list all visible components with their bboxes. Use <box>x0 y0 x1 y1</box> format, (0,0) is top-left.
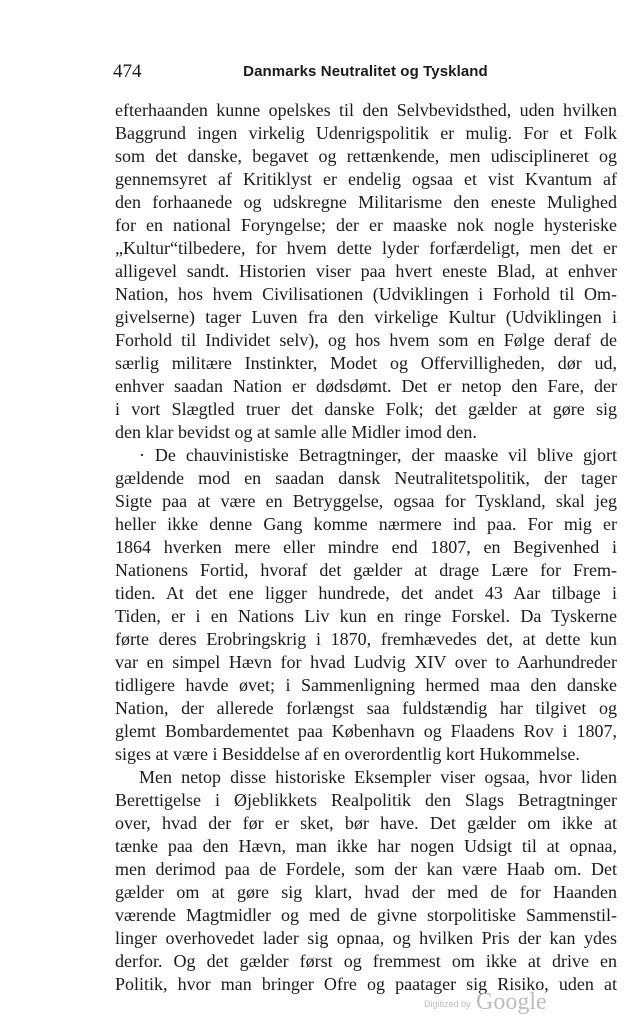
text-line: Sigte paa at være en Betryggelse, ogsaa for Tyskland, skal jeg <box>115 491 617 511</box>
page-header <box>113 60 618 84</box>
text-line: glemt Bombardementet paa København og Flaadens Rov i 1807, <box>115 721 617 741</box>
text-line: givelserne) tager Luven fra den virkelige Kultur (Udviklingen i <box>115 307 617 327</box>
text-line: gældende mod en saadan dansk Neutralitetspolitik, der tager <box>115 468 617 488</box>
text-line: Politik, hvor man bringer Ofre og paatager sig Risiko, uden at <box>115 974 617 994</box>
text-line: gælder om at gøre sig klart, hvad der med de for Haanden <box>115 882 617 902</box>
text-line: værende Magtmidler og med de givne storpolitiske Sammenstil- <box>115 905 617 925</box>
text-line: alligevel sandt. Historien viser paa hvert eneste Blad, at enhver <box>115 261 617 281</box>
running-title: Danmarks Neutralitet og Tyskland <box>243 63 488 80</box>
text-line: tidligere havde øvet; i Sammenligning hermed maa den danske <box>115 675 617 695</box>
text-line: linger overhovedet lader sig opnaa, og hvilken Pris der kan ydes <box>115 928 617 948</box>
text-line: for en national Foryngelse; der er maaske nok nogle hysteriske <box>115 215 617 235</box>
text-line: som det danske, begavet og rettænkende, men udisciplineret og <box>115 146 617 166</box>
text-line: heller ikke denne Gang komme nærmere ind paa. For mig er <box>115 514 617 534</box>
text-line: gennemsyret af Kritiklyst er endelig ogsaa et vist Kvantum af <box>115 169 617 189</box>
text-line: den forhaanede og udskregne Militarisme den eneste Mulighed <box>115 192 617 212</box>
text-line: Men netop disse historiske Eksempler viser ogsaa, hvor liden <box>139 767 617 787</box>
text-line: Forhold til Individet selv), og hos hvem som en Følge deraf de <box>115 330 617 350</box>
text-line: den klar bevidst og at samle alle Midler imod den. <box>115 422 477 442</box>
text-line: Tiden, er i en Nations Liv kun en ringe Forskel. Da Tyskerne <box>115 606 617 626</box>
body-text <box>115 99 617 996</box>
text-line: særlig militære Instinkter, Modet og Offervilligheden, dør ud, <box>115 353 617 373</box>
page-number: 474 <box>113 61 142 82</box>
text-line: siges at være i Besiddelse af en overordentlig kort Hukommelse. <box>115 744 580 764</box>
text-line: i vort Slægtled truer det danske Folk; det gælder at gøre sig <box>115 399 617 419</box>
text-line: førte deres Erobringskrig i 1870, fremhævedes det, at dette kun <box>115 629 617 649</box>
watermark-prefix: Digitized by <box>424 999 471 1009</box>
text-line: Berettigelse i Øjeblikkets Realpolitik den Slags Betragtninger <box>115 790 617 810</box>
text-line: derfor. Og det gælder først og fremmest om ikke at drive en <box>115 951 617 971</box>
text-line: Nation, hos hvem Civilisationen (Udviklingen i Forhold til Om- <box>115 284 617 304</box>
text-line: efterhaanden kunne opelskes til den Selvbevidsthed, uden hvilken <box>115 100 617 120</box>
text-line: over, hvad der før er sket, bør have. Det gælder om ikke at <box>115 813 617 833</box>
text-line: tiden. At det ene ligger hundrede, det andet 43 Aar tilbage i <box>115 583 617 603</box>
paragraph-2 <box>115 444 617 766</box>
paragraph-3 <box>115 766 617 996</box>
text-line: Nation, der allerede forlængst saa fuldstændig har tilgivet og <box>115 698 617 718</box>
text-line: Nationens Fortid, hvoraf det gælder at drage Lære for Frem- <box>115 560 617 580</box>
text-line: 1864 hverken mere eller mindre end 1807, en Begivenhed i <box>115 537 617 557</box>
text-line: var en simpel Hævn for hvad Ludvig XIV over to Aarhundreder <box>115 652 617 672</box>
watermark-brand: Google <box>476 989 547 1015</box>
paragraph-1 <box>115 99 617 444</box>
text-line: enhver saadan Nation er dødsdømt. Det er netop den Fare, der <box>115 376 617 396</box>
text-line: tænke paa den Hævn, man ikke har nogen Udsigt til at opnaa, <box>115 836 617 856</box>
digitized-watermark <box>424 988 564 1018</box>
text-line: · De chauvinistiske Betragtninger, der maaske vil blive gjort <box>139 445 617 465</box>
text-line: „Kultur“tilbedere, for hvem dette lyder forfærdeligt, men det er <box>115 238 617 258</box>
text-line: men derimod paa de Fordele, som der kan være Haab om. Det <box>115 859 617 879</box>
text-line: Baggrund ingen virkelig Udenrigspolitik er mulig. For et Folk <box>115 123 617 143</box>
